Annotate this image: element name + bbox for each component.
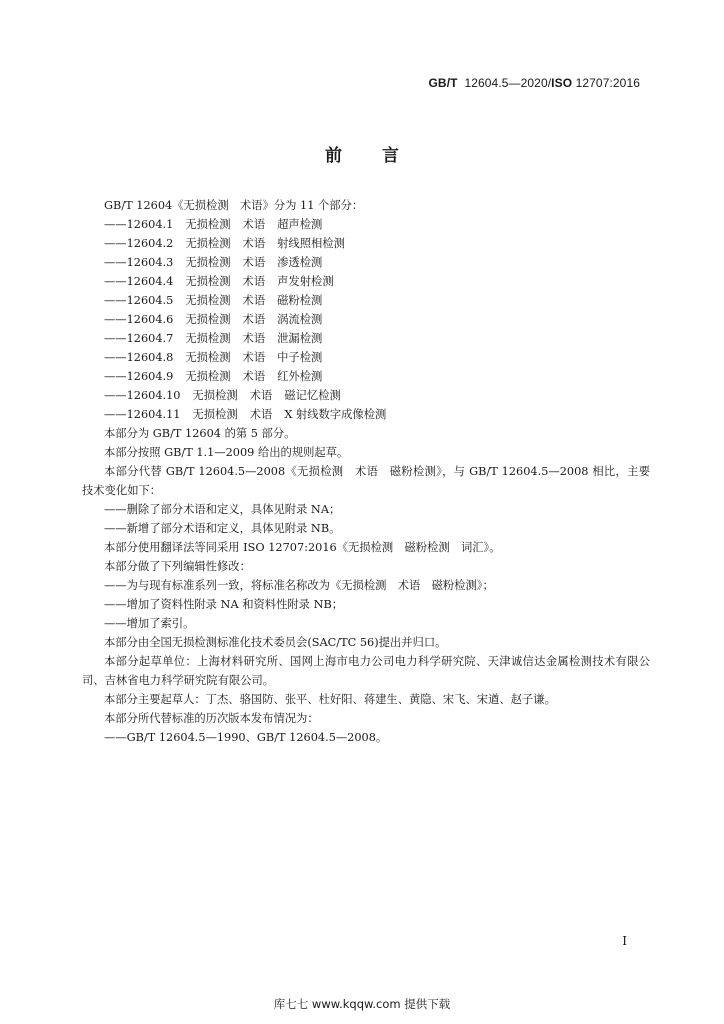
list-item: ——12604.8 无损检测 术语 中子检测 [104, 351, 323, 364]
title-char-1: 前 [325, 146, 342, 166]
list-item: ——12604.10 无损检测 术语 磁记忆检测 [104, 389, 341, 402]
authors-paragraph: 本部分主要起草人：丁杰、骆国防、张平、杜好阳、蒋建生、黄隐、宋飞、宋遒、赵子谦。 [104, 693, 556, 706]
drafting-rules-paragraph: 本部分按照 GB/T 1.1—2009 给出的规则起草。 [104, 446, 349, 459]
list-item: ——删除了部分术语和定义，具体见附录 NA； [104, 503, 341, 516]
std-code-prefix: GB/T [428, 76, 458, 90]
list-item: ——12604.7 无损检测 术语 泄漏检测 [104, 332, 323, 345]
list-item: ——12604.3 无损检测 术语 渗透检测 [104, 256, 323, 269]
changes-list [82, 500, 650, 538]
list-item: ——12604.6 无损检测 术语 涡流检测 [104, 313, 323, 326]
history-item: ——GB/T 12604.5—1990、GB/T 12604.5—2008。 [104, 731, 388, 744]
list-item: ——12604.5 无损检测 术语 磁粉检测 [104, 294, 323, 307]
list-item: ——12604.9 无损检测 术语 红外检测 [104, 370, 323, 383]
page-number: I [622, 934, 627, 948]
history-heading-paragraph: 本部分所代替标准的历次版本发布情况为： [104, 712, 319, 725]
intro-paragraph: GB/T 12604《无损检测 术语》分为 11 个部分： [104, 199, 364, 212]
list-item: ——增加了资料性附录 NA 和资料性附录 NB； [104, 598, 344, 611]
iso-adoption-paragraph: 本部分使用翻译法等同采用 ISO 12707:2016《无损检测 磁粉检测 词汇》。 [104, 541, 501, 554]
std-code-number: 12604.5—2020/ [464, 76, 552, 90]
std-code-iso-number: 12707:2016 [575, 76, 640, 90]
list-item: ——增加了索引。 [104, 617, 195, 630]
download-watermark: 库七七 www.kqqw.com 提供下载 [273, 997, 451, 1011]
list-item: ——12604.11 无损检测 术语 X 射线数字成像检测 [104, 408, 387, 421]
list-item: ——12604.2 无损检测 术语 射线照相检测 [104, 237, 345, 250]
std-code-iso-prefix: ISO [551, 76, 573, 90]
parts-list [82, 215, 650, 424]
drafting-units-paragraph: 本部分起草单位：上海材料研究所、国网上海市电力公司电力科学研究院、天津诚信达金属检测技术有限公司、吉林省电力科学研究院有限公司。 [82, 655, 650, 687]
committee-paragraph: 本部分由全国无损检测标准化技术委员会(SAC/TC 56)提出并归口。 [104, 636, 447, 649]
list-item: ——新增了部分术语和定义，具体见附录 NB。 [104, 522, 341, 535]
list-item: ——12604.4 无损检测 术语 声发射检测 [104, 275, 334, 288]
editorial-changes-paragraph: 本部分做了下列编辑性修改： [104, 560, 251, 573]
list-item: ——12604.1 无损检测 术语 超声检测 [104, 218, 323, 231]
title-char-2: 言 [382, 146, 399, 166]
foreword-body [82, 196, 650, 747]
page-title [0, 141, 724, 166]
part-number-paragraph: 本部分为 GB/T 12604 的第 5 部分。 [104, 427, 296, 440]
replacement-paragraph: 本部分代替 GB/T 12604.5—2008《无损检测 术语 磁粉检测》，与 GB/T 12604.5—2008 相比，主要技术变化如下： [82, 465, 650, 497]
list-item: ——为与现有标准系列一致，将标准名称改为《无损检测 术语 磁粉检测》； [104, 579, 494, 592]
standard-code [429, 76, 641, 90]
edits-list [82, 576, 650, 633]
